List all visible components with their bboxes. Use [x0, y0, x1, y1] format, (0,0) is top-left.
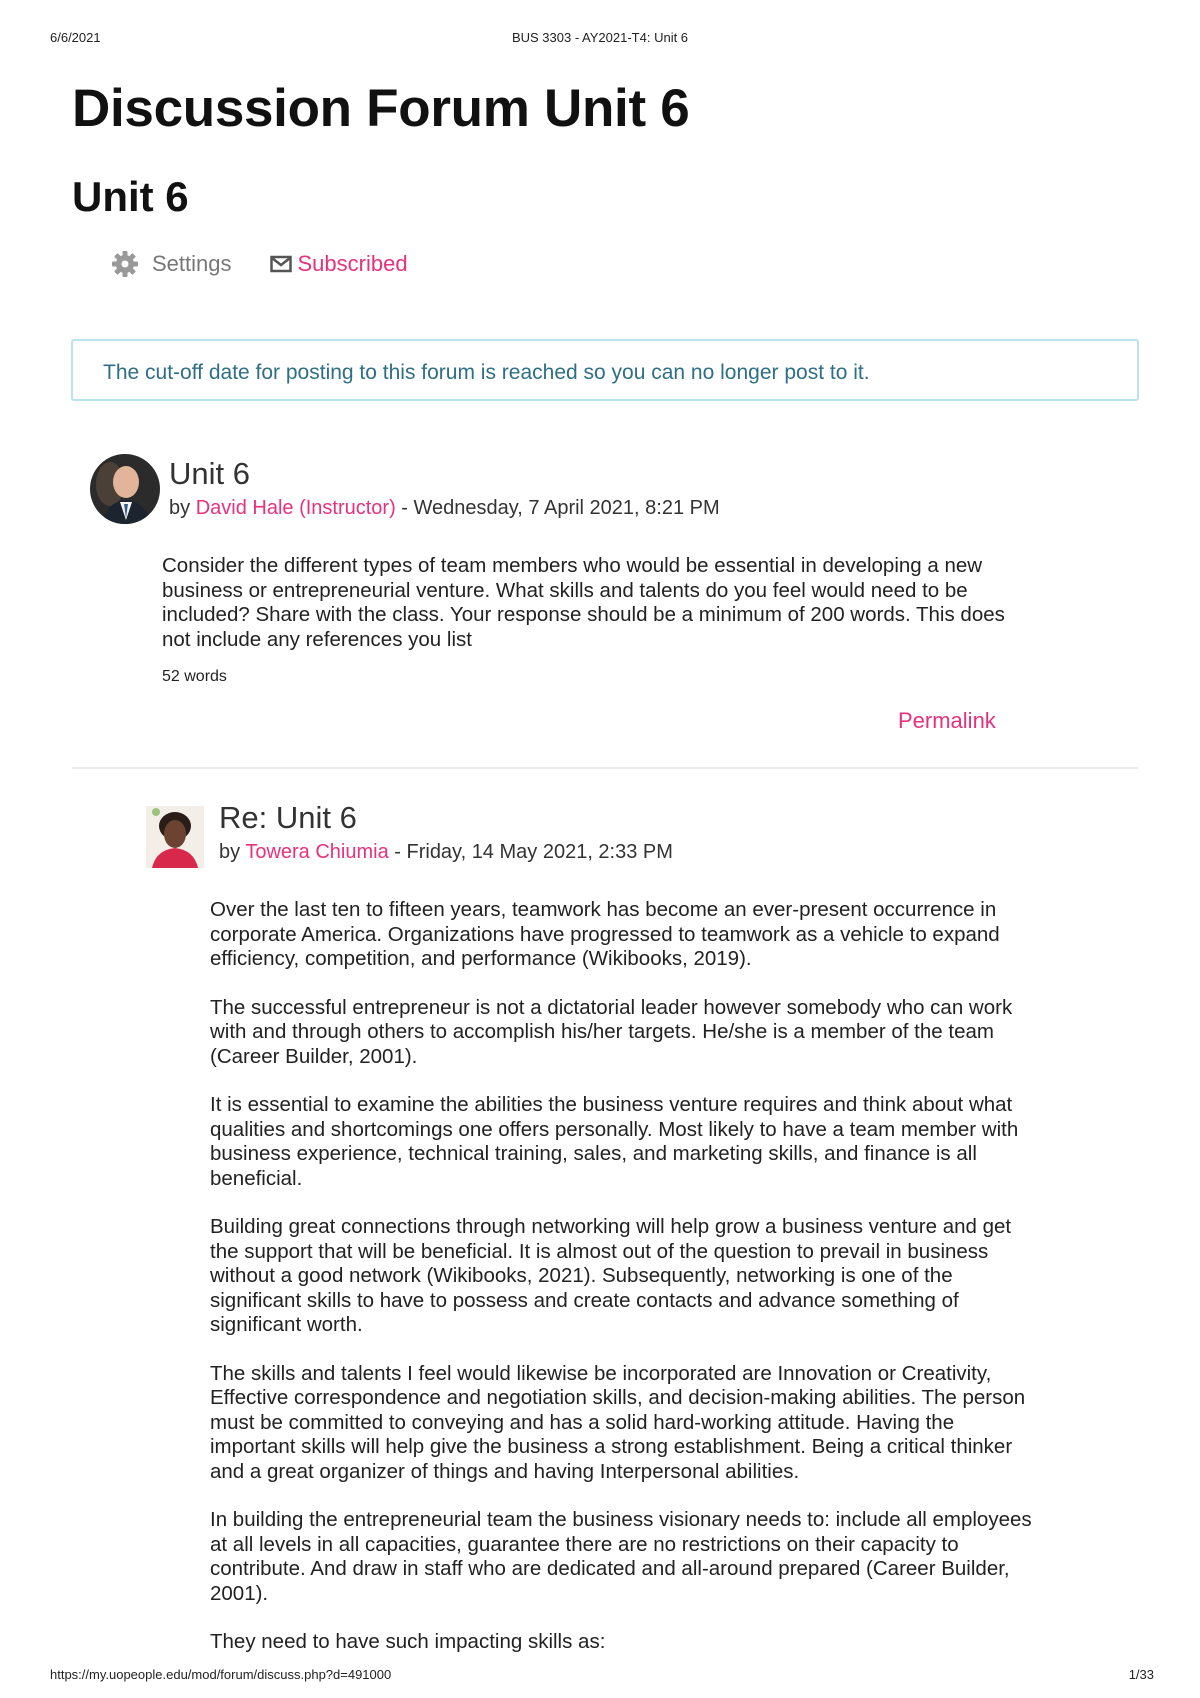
forum-actions — [110, 246, 446, 282]
post-paragraph: Over the last ten to fifteen years, teamwork has become an ever-present occurrence in corporate America. Organizations have progressed to teamwork as a vehicle to expand efficiency, competition, and performance (Wikibooks, 2019). — [210, 898, 1000, 970]
post-content — [162, 554, 1032, 676]
permalink-link[interactable]: Permalink — [898, 708, 996, 733]
post-subject: Unit 6 — [169, 456, 250, 491]
print-page-title: BUS 3303 - AY2021-T4: Unit 6 — [511, 30, 689, 45]
print-url: https://my.uopeople.edu/mod/forum/discuss.php?d=491000 — [50, 1667, 392, 1682]
post-byline — [169, 497, 720, 520]
post-paragraph: Consider the different types of team members who would be essential in developing a new business or entrepreneurial venture. What skills and talents do you feel would need to be included? Share with the class. Your response should be a minimum of 200 words. This does not include any references you list — [162, 554, 1005, 651]
post-date: - Friday, 14 May 2021, 2:33 PM — [388, 841, 673, 863]
settings-label: Settings — [152, 251, 232, 276]
subscribed-label: Subscribed — [297, 251, 408, 276]
print-date: 6/6/2021 — [50, 30, 101, 45]
discussion-title: Unit 6 — [72, 173, 189, 220]
post-date: - Wednesday, 7 April 2021, 8:21 PM — [395, 497, 720, 519]
settings-button[interactable] — [110, 249, 232, 279]
word-count: 52 words — [162, 668, 227, 685]
byline-prefix: by — [169, 497, 196, 519]
post-paragraph: Building great connections through networking will help grow a business venture and get the support that will be beneficial. It is almost out of the question to prevail in business without a good network (Wikibooks, 2021). Subsequently, networking is one of the significant skills to have to possess and create contacts and advance something of significant worth. — [210, 1215, 1012, 1336]
avatar[interactable] — [146, 806, 204, 868]
post-paragraph: The skills and talents I feel would likewise be incorporated are Innovation or Creativity, Effective correspondence and negotiation skills, and decision-making abilities. The person must be committed to conveying and has a solid hard-working attitude. Having the important skills will help give the business a strong establishment. Being a critical thinker and a great organizer of things and having Interpersonal abilities. — [210, 1361, 1026, 1483]
author-link[interactable]: David Hale (Instructor) — [195, 497, 396, 519]
print-header — [0, 30, 1200, 50]
post-paragraph: In building the entrepreneurial team the business visionary needs to: include all employees at all levels in all capacities, guarantee there are no restrictions on their capacity to contribute. And draw in staff who are dedicated and all-around prepared (Career Builder, 2001). — [210, 1508, 1032, 1605]
post-paragraph: The successful entrepreneur is not a dictatorial leader however somebody who can work with and through others to accomplish his/her targets. He/she is a member of the team (Career Builder, 2001). — [210, 995, 1013, 1068]
byline-prefix: by — [219, 841, 246, 863]
page-title: Discussion Forum Unit 6 — [72, 79, 690, 138]
post-paragraph: It is essential to examine the abilities the business venture requires and think about what qualities and shortcomings one offers personally. Most likely to have a team member with business experience, technical training, sales, and marketing skills, and finance is all beneficial. — [210, 1093, 1019, 1190]
post-paragraph: They need to have such impacting skills as: — [210, 1630, 606, 1653]
print-page-number: 1/33 — [1128, 1667, 1154, 1682]
gear-icon — [110, 249, 140, 279]
post-byline — [219, 841, 673, 864]
post-divider — [72, 767, 1138, 769]
envelope-icon — [270, 254, 292, 274]
cutoff-alert: The cut-off date for posting to this forum is reached so you can no longer post to it. — [71, 339, 1139, 401]
subscribed-toggle[interactable] — [270, 251, 408, 277]
author-link[interactable]: Towera Chiumia — [245, 841, 389, 863]
avatar[interactable] — [90, 454, 160, 524]
post-content — [210, 898, 1040, 1679]
post-subject: Re: Unit 6 — [219, 800, 357, 835]
